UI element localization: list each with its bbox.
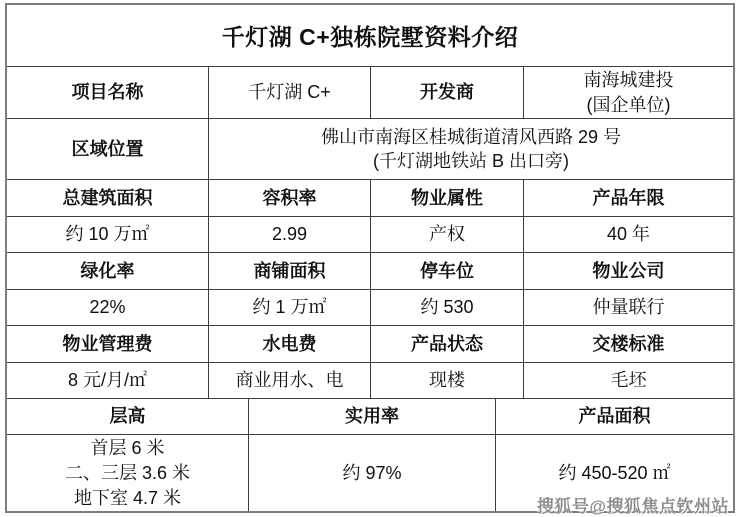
table-title: 千灯湖 C+独栋院墅资料介绍 (221, 24, 519, 50)
header-product-status: 产品状态 (370, 326, 523, 362)
value-tenure: 40 年 (523, 217, 733, 252)
project-row (7, 66, 733, 118)
value-floor-height-line2: 二、三层 3.6 米 (64, 462, 191, 483)
value-property-type: 产权 (370, 217, 523, 252)
header-floor-height: 层高 (109, 406, 146, 427)
header-delivery-standard: 交楼标准 (523, 326, 733, 362)
header-greening-rate: 绿化率 (80, 260, 135, 281)
value-developer-line2: (国企单位) (586, 94, 671, 115)
value-greening-rate: 22% (89, 297, 126, 318)
label-developer: 开发商 (370, 67, 523, 118)
value-location (208, 119, 733, 179)
label-location: 区域位置 (71, 138, 144, 159)
header-usage-rate: 实用率 (248, 399, 495, 434)
header-tenure: 产品年限 (523, 180, 733, 216)
header-row-1 (7, 179, 733, 216)
value-row-1 (7, 216, 733, 252)
value-gross-floor-area: 约 10 万㎡ (65, 224, 150, 245)
header-product-area: 产品面积 (495, 399, 733, 434)
header-parking-spaces: 停车位 (370, 253, 523, 289)
value-floor-height-line3: 地下室 4.7 米 (73, 487, 182, 508)
header-utilities: 水电费 (208, 326, 370, 362)
value-floor-height (7, 435, 248, 511)
value-location-line1: 佛山市南海区桂城街道清风西路 29 号 (320, 126, 622, 147)
header-shop-area: 商铺面积 (208, 253, 370, 289)
info-table (5, 3, 735, 513)
header-row-3 (7, 325, 733, 362)
bottom-header-row (7, 398, 733, 434)
value-shop-area: 约 1 万㎡ (208, 290, 370, 325)
value-product-area: 约 450-520 ㎡ (495, 435, 733, 511)
header-gross-floor-area: 总建筑面积 (62, 187, 153, 208)
value-plot-ratio: 2.99 (208, 217, 370, 252)
value-property-company: 仲量联行 (523, 290, 733, 325)
value-product-status: 现楼 (370, 363, 523, 398)
value-utilities: 商业用水、电 (208, 363, 370, 398)
header-property-type: 物业属性 (370, 180, 523, 216)
header-row-2 (7, 252, 733, 289)
value-floor-height-line1: 首层 6 米 (90, 437, 165, 458)
title-row (7, 5, 733, 66)
value-project-name: 千灯湖 C+ (208, 67, 370, 118)
value-management-fee: 8 元/月/㎡ (67, 370, 147, 391)
value-usage-rate: 约 97% (248, 435, 495, 511)
header-plot-ratio: 容积率 (208, 180, 370, 216)
value-developer (523, 67, 733, 118)
value-developer-line1: 南海城建投 (583, 70, 674, 91)
watermark-text: 搜狐号@搜狐焦点钦州站 (536, 497, 729, 516)
header-property-company: 物业公司 (523, 253, 733, 289)
value-parking-spaces: 约 530 (370, 290, 523, 325)
value-row-2 (7, 289, 733, 325)
value-row-3 (7, 362, 733, 398)
value-location-line2: (千灯湖地铁站 B 出口旁) (373, 151, 569, 171)
header-management-fee: 物业管理费 (62, 333, 153, 354)
location-row (7, 118, 733, 179)
value-delivery-standard: 毛坯 (523, 363, 733, 398)
label-project-name: 项目名称 (71, 82, 144, 103)
